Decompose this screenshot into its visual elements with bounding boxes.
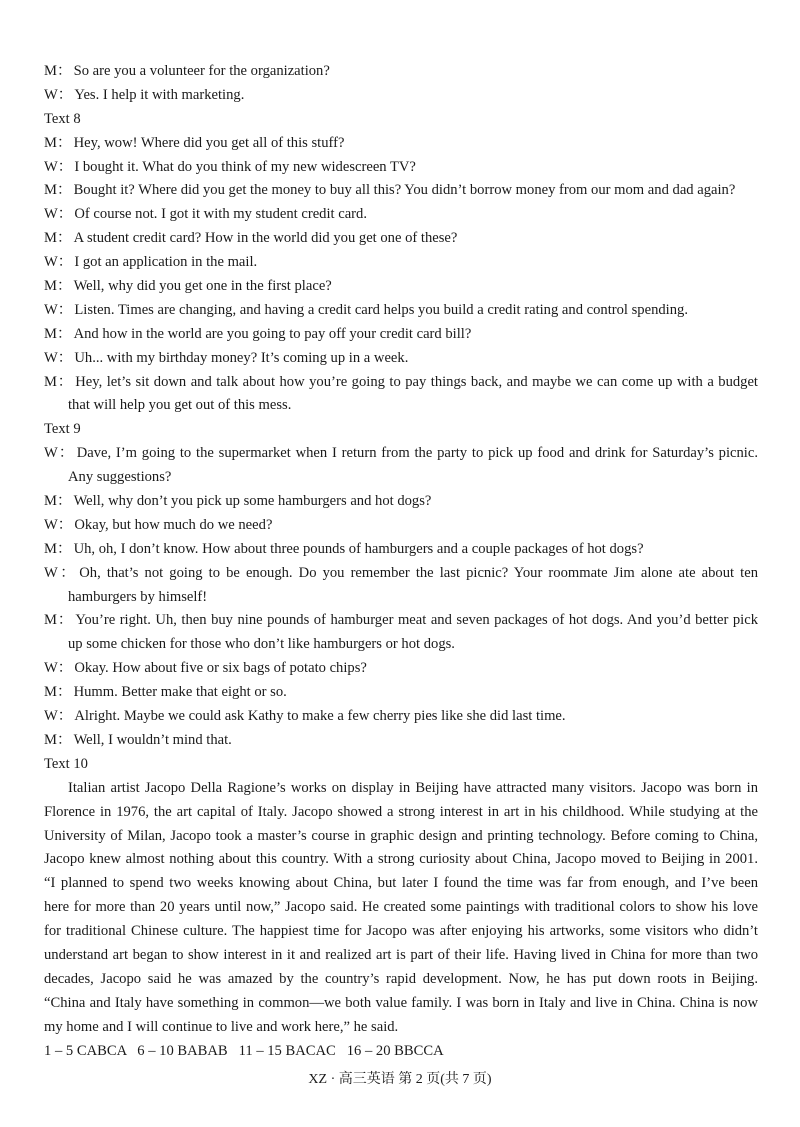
dialog-text: Well, I wouldn’t mind that. — [73, 731, 232, 748]
paragraph-line: decades, Jacopo said he was amazed by the country’s rapid development. Now, he has put down roots in Beijing. — [44, 970, 758, 987]
dialog-line — [44, 203, 758, 227]
dialog-text: Hey, let’s sit down and talk about how you’re going to pay things back, and maybe we can come up with a budget — [75, 373, 758, 390]
speaker-label: M： — [44, 182, 72, 199]
speaker-label: M： — [44, 612, 74, 629]
paragraph-line: for traditional Chinese culture. The happiest time for Jacopo was after enjoying his artworks, some visitors who didn’t — [44, 923, 758, 940]
speaker-label: M： — [44, 325, 72, 342]
dialog-line — [44, 275, 758, 299]
dialog-text: I bought it. What do you think of my new widescreen TV? — [74, 158, 416, 175]
dialog-text: Any suggestions? — [68, 469, 172, 486]
section-heading: 1 – 5 CABCA 6 – 10 BABAB 11 – 15 BACAC 16 – 20 BBCCA — [44, 1042, 444, 1059]
paragraph-line: my home and I will continue to live and work here,” he said. — [44, 1018, 399, 1035]
dialog-text: Of course not. I got it with my student credit card. — [74, 206, 367, 223]
dialog-line — [44, 347, 758, 371]
speaker-label: M： — [44, 278, 72, 295]
dialog-line — [44, 442, 758, 466]
dialog-text: Okay. How about five or six bags of potato chips? — [74, 660, 367, 677]
speaker-label: M： — [44, 134, 72, 151]
speaker-label: M： — [44, 684, 72, 701]
paragraph-line: “China and Italy have something in common—we both value family. I was born in Italy and live in China. China is now — [44, 994, 758, 1011]
dialog-text: Oh, that’s not going to be enough. Do you remember the last picnic? Your roommate Jim alone ate about ten — [79, 564, 758, 581]
dialog-line — [44, 562, 758, 586]
dialog-text: Alright. Maybe we could ask Kathy to make a few cherry pies like she did last time. — [74, 708, 566, 725]
speaker-label: W： — [44, 708, 73, 725]
dialog-line — [44, 394, 758, 418]
dialog-text: Dave, I’m going to the supermarket when I return from the party to pick up food and drink for Saturday’s picnic. — [76, 445, 758, 462]
speaker-label: W： — [44, 301, 73, 318]
section-heading: Text 8 — [44, 110, 81, 127]
dialog-text: Uh... with my birthday money? It’s coming up in a week. — [74, 349, 409, 366]
paragraph-line: University of Milan, Jacopo took a master’s course in graphic design and printing technology. Before coming to China, — [44, 827, 758, 844]
paragraph-line: “I planned to spend two weeks knowing about China, but later I found the time was far from enough, and I’ve been — [44, 875, 758, 892]
dialog-line — [44, 323, 758, 347]
speaker-label: W： — [44, 660, 73, 677]
dialog-line — [44, 729, 758, 753]
dialog-line — [44, 490, 758, 514]
dialog-line — [44, 681, 758, 705]
dialog-text: So are you a volunteer for the organization? — [73, 63, 330, 79]
dialog-line — [44, 586, 758, 610]
speaker-label: W： — [44, 206, 73, 223]
section-heading: Text 10 — [44, 755, 88, 772]
dialog-text: You’re right. Uh, then buy nine pounds of hamburger meat and seven packages of hot dogs. And you’d better pick — [75, 612, 758, 629]
dialog-line — [44, 227, 758, 251]
paragraph-line: understand art began to show interest in it and realized art is part of their life. Having lived in China for more than two — [44, 946, 758, 963]
paragraph-line: Florence in 1976, the art capital of Italy. Jacopo showed a strong interest in art in his childhood. While studying at the — [44, 803, 758, 820]
dialog-text: up some chicken for those who don’t like hamburgers or hot dogs. — [68, 636, 455, 653]
dialog-text: Yes. I help it with marketing. — [74, 86, 245, 103]
dialog-line — [44, 156, 758, 180]
dialog-text: Well, why don’t you pick up some hamburgers and hot dogs? — [73, 493, 432, 510]
paragraph-line: Jacopo knew almost nothing about this country. With a strong curiosity about China, Jacopo moved to Beijing in 2001. — [44, 851, 758, 868]
dialog-text: Uh, oh, I don’t know. How about three pounds of hamburgers and a couple packages of hot dogs? — [73, 540, 644, 557]
dialog-line — [44, 132, 758, 156]
speaker-label: M： — [44, 731, 72, 748]
dialog-text: Hey, wow! Where did you get all of this stuff? — [73, 134, 345, 151]
speaker-label: M： — [44, 493, 72, 510]
dialog-text: hamburgers by himself! — [68, 588, 208, 605]
dialog-line — [44, 179, 758, 203]
dialog-text: A student credit card? How in the world did you get one of these? — [73, 230, 458, 247]
page-footer: XZ · 高三英语 第 2 页(共 7 页) — [308, 1072, 492, 1087]
dialog-line — [44, 84, 758, 108]
speaker-label: W： — [44, 158, 73, 175]
dialog-line — [44, 657, 758, 681]
dialog-line — [44, 633, 758, 657]
document-body — [44, 60, 758, 1063]
dialog-line — [44, 60, 758, 84]
dialog-line — [44, 538, 758, 562]
dialog-line — [44, 251, 758, 275]
dialog-text: Humm. Better make that eight or so. — [73, 684, 287, 701]
speaker-label: W： — [44, 516, 73, 533]
speaker-label: W： — [44, 254, 73, 271]
speaker-label: W： — [44, 349, 73, 366]
dialog-text: Listen. Times are changing, and having a credit card helps you build a credit rating and control spending. — [74, 301, 688, 318]
speaker-label: M： — [44, 540, 72, 557]
dialog-line — [44, 299, 758, 323]
dialog-text: that will help you get out of this mess. — [68, 397, 292, 414]
speaker-label: W： — [44, 445, 75, 462]
dialog-line — [44, 371, 758, 395]
dialog-line — [44, 609, 758, 633]
paragraph-line: Italian artist Jacopo Della Ragione’s works on display in Beijing have attracted many visitors. Jacopo was born in — [68, 779, 758, 796]
dialog-line — [44, 514, 758, 538]
dialog-line — [44, 705, 758, 729]
dialog-text: Okay, but how much do we need? — [74, 516, 273, 533]
dialog-text: Well, why did you get one in the first place? — [73, 278, 332, 295]
paragraph-line: here for more than 20 years until now,” Jacopo said. He created some paintings with traditional colors to show his love — [44, 899, 758, 916]
speaker-label: W： — [44, 86, 73, 103]
section-heading: Text 9 — [44, 421, 81, 438]
speaker-label: M： — [44, 230, 72, 247]
dialog-text: Bought it? Where did you get the money to buy all this? You didn’t borrow money from our mom and dad again? — [73, 182, 736, 199]
speaker-label: M： — [44, 63, 72, 79]
dialog-text: I got an application in the mail. — [74, 254, 258, 271]
speaker-label: W： — [44, 564, 78, 581]
dialog-text: And how in the world are you going to pay off your credit card bill? — [73, 325, 472, 342]
speaker-label: M： — [44, 373, 74, 390]
dialog-line — [44, 466, 758, 490]
